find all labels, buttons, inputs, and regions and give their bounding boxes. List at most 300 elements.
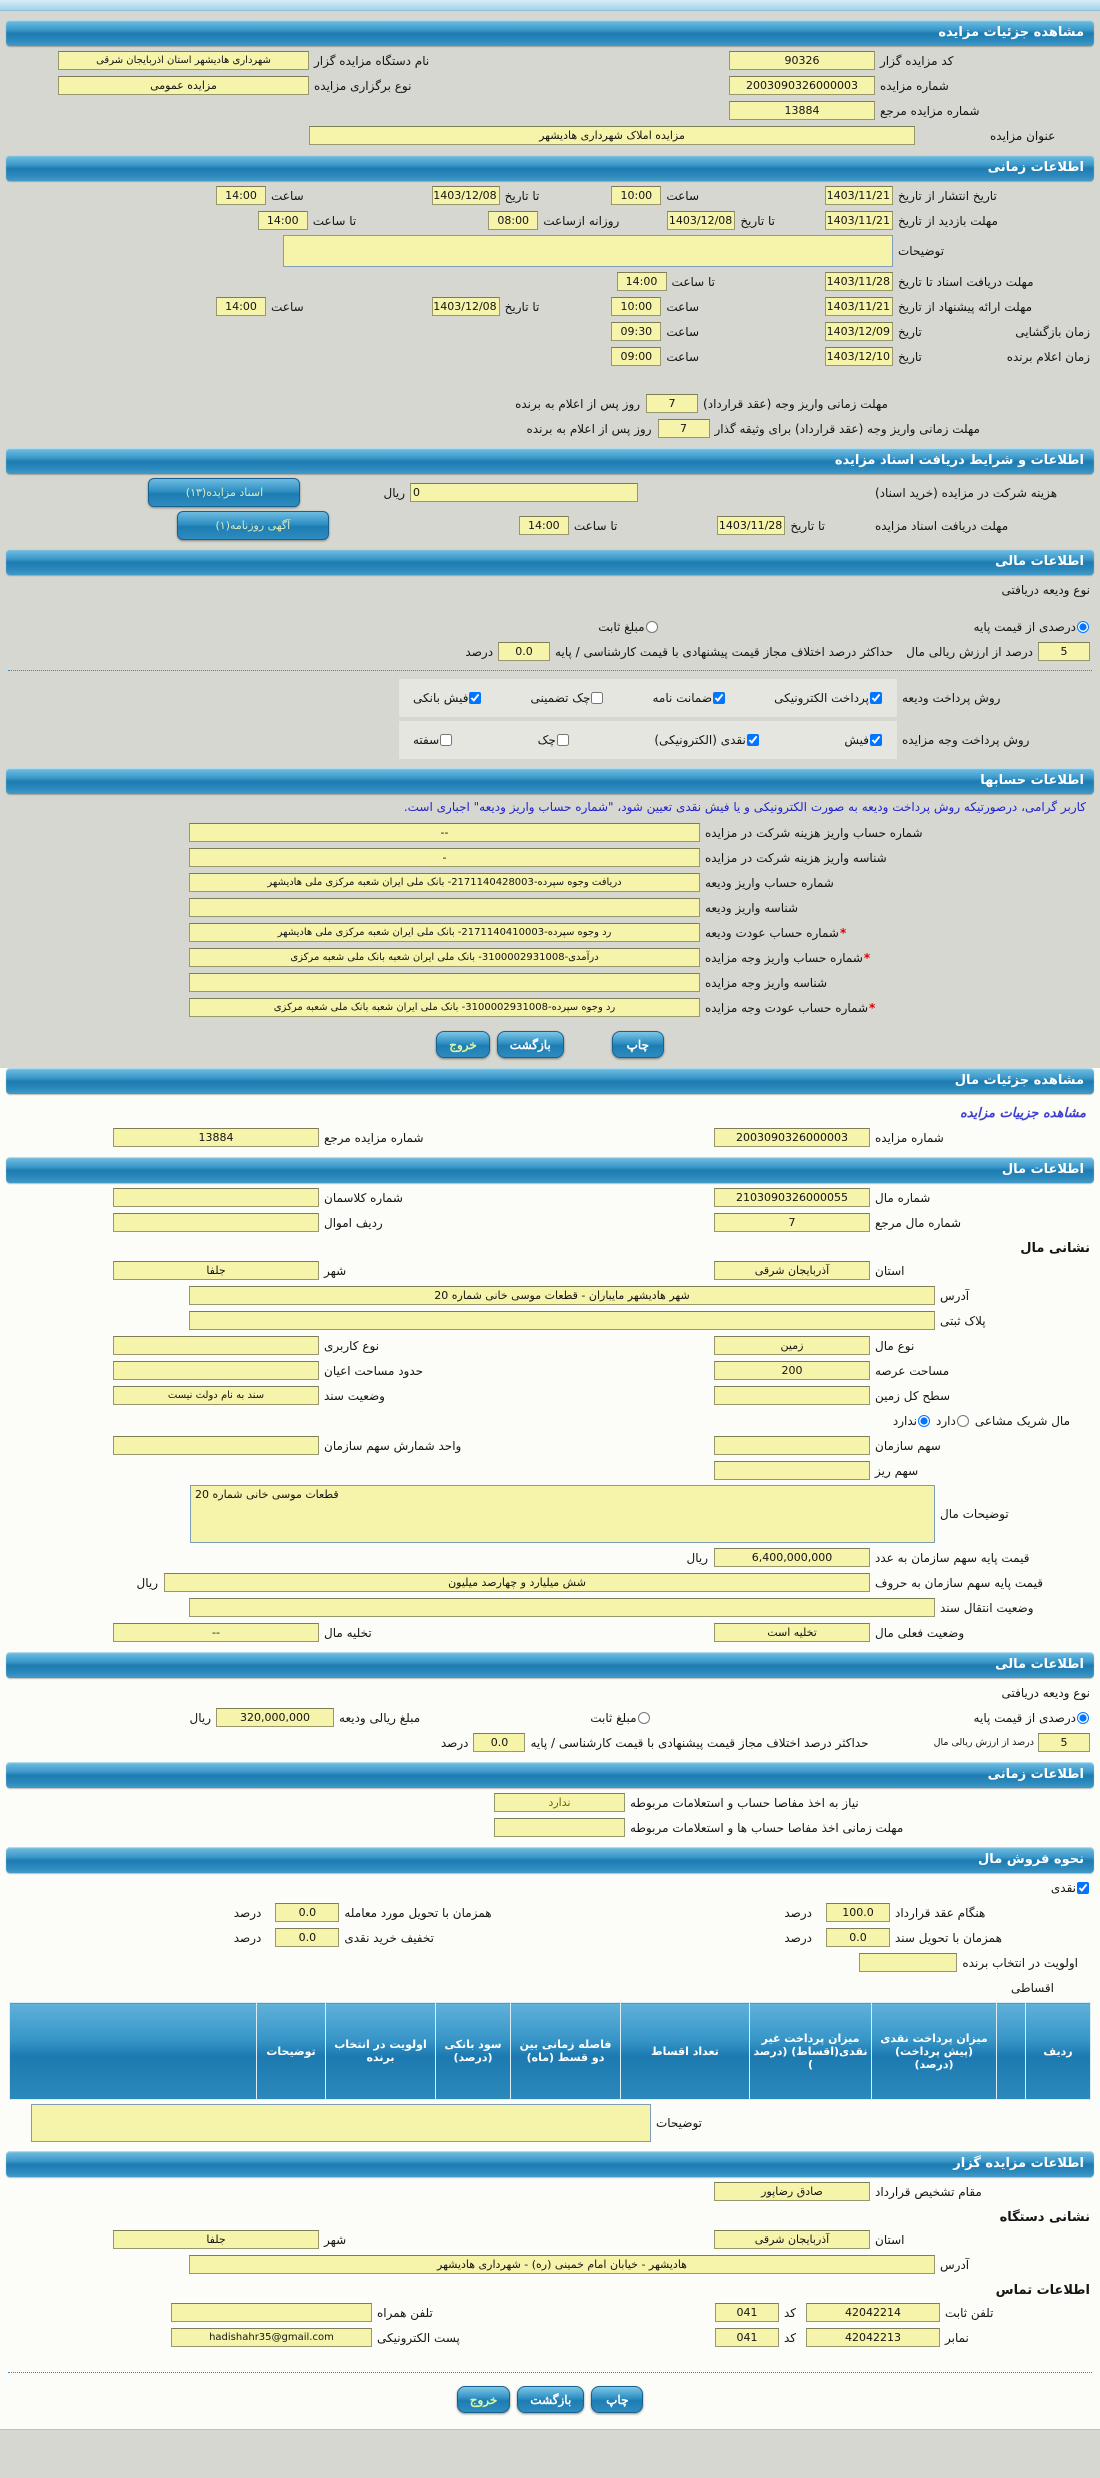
auction-pay-method-label: روش پرداخت وجه مزایده (902, 733, 1030, 747)
auction-title-field[interactable]: مزایده املاک شهرداری هادیشهر (309, 126, 915, 145)
asset-ref-label: شماره مال مرجع (875, 1215, 962, 1230)
row-winner-priority (10, 1952, 1090, 1973)
percent-of-value-label: درصد از ارزش ریالی مال (906, 644, 1033, 659)
required-star: * (863, 950, 871, 965)
row-asset-total-deed (10, 1385, 1090, 1406)
partner-has-radio[interactable] (957, 1415, 969, 1427)
auction-ref-label: شماره مزایده مرجع (880, 103, 980, 118)
asset-ref-field[interactable]: 7 (714, 1213, 870, 1232)
base-price-words-field[interactable]: شش میلیارد و چهارصد میلیون (164, 1573, 870, 1592)
auctioneer-code-field[interactable]: 90326 (729, 51, 875, 70)
auction-pay-method-group (399, 721, 897, 759)
cash-discount-label: تخفیف خرید نقدی (344, 1930, 434, 1945)
auction-no-field[interactable]: 2003090326000003 (714, 1128, 870, 1147)
slip-label: فیش (844, 733, 869, 747)
rial-label: ریال (136, 1575, 158, 1590)
auction-title-label: عنوان مزایده (990, 128, 1056, 143)
mid-button-row (0, 1031, 1100, 1058)
offer-to-date-field[interactable]: 1403/12/08 (432, 297, 500, 316)
bank-slip-label: فیش بانکی (413, 691, 469, 705)
row-auction-pay-methods (10, 721, 1090, 759)
row-asset-ref (10, 1212, 1090, 1233)
publish-date-label: تاریخ انتشار از تاریخ (898, 188, 997, 203)
section-title: مشاهده جزئیات مزایده (938, 25, 1084, 40)
view-auction-details-link[interactable]: مشاهده جزییات مزایده (959, 1106, 1086, 1121)
row-sale-percents-2 (10, 1927, 1090, 1948)
section-title: اطلاعات حسابها (980, 773, 1084, 788)
province-label: استان (875, 2232, 905, 2247)
docs-receive-time-field[interactable]: 14:00 (519, 516, 569, 535)
required-star: * (839, 925, 847, 940)
city-label: شهر (324, 2232, 347, 2247)
winner-priority-label: اولویت در انتخاب برنده (962, 1955, 1078, 1970)
hour-label: ساعت (666, 188, 699, 203)
org-address-field[interactable]: هادیشهر - خیابان امام خمینی (ره) - شهرداری هادیشهر (189, 2255, 935, 2274)
section-header-asset-info (6, 1157, 1094, 1183)
to-date-label: تا تاریخ (740, 213, 775, 228)
visit-time-to-field[interactable]: 14:00 (258, 211, 308, 230)
base-price-words-label: قیمت پایه سهم سازمان به حروف (875, 1575, 1043, 1590)
percent-of-base-label: درصدی از قیمت پایه (973, 1710, 1076, 1725)
row-current-status (10, 1622, 1090, 1643)
col-winner-priority: اولویت در انتخاب برنده (326, 2003, 436, 2100)
clearance-deadline-field[interactable] (494, 1818, 625, 1837)
fax-field[interactable]: 42042213 (806, 2328, 940, 2347)
current-status-label: وضعیت فعلی مال (875, 1625, 965, 1640)
row-payment-deadline-2 (10, 418, 1090, 439)
date-label: تاریخ (898, 324, 922, 339)
bank-slip-checkbox[interactable] (469, 692, 481, 704)
deposit-id-label: شناسه واریز ودیعه (705, 900, 799, 915)
land-area-field[interactable]: 200 (714, 1361, 870, 1380)
exit-button[interactable]: خروج (436, 1031, 490, 1058)
publish-to-time-field[interactable]: 14:00 (216, 186, 266, 205)
days-after-winner-label: روز پس از اعلام به برنده (515, 396, 641, 411)
dotted-divider (8, 2372, 1092, 2373)
hour-label: ساعت (666, 299, 699, 314)
area-code-label: کد (783, 2305, 796, 2320)
at-contract-label: هنگام عقد قرارداد (895, 1905, 986, 1920)
evacuation-label: تخلیه مال (324, 1625, 372, 1640)
auction-no-field[interactable]: 2003090326000003 (729, 76, 875, 95)
sale-description-label: توضیحات (655, 2116, 702, 2130)
city-label: شهر (324, 1263, 347, 1278)
email-label: پست الکترونیکی (376, 2330, 460, 2345)
fixed-amount-label: مبلغ ثابت (598, 619, 645, 634)
auction-documents-button[interactable]: اسناد مزایده(۱۳) (148, 478, 300, 507)
current-status-field[interactable]: تخلیه است (714, 1623, 870, 1642)
land-area-label: مساحت عرصه (875, 1363, 950, 1378)
row-publish-dates (10, 185, 1090, 206)
participation-fee-label: هزینه شرکت در مزایده (خرید اسناد) (875, 485, 1058, 500)
percent-label: درصد (440, 1735, 469, 1750)
fax-code-field[interactable]: 041 (715, 2328, 779, 2347)
auction-type-field[interactable]: مزایده عمومی (58, 76, 309, 95)
building-area-field[interactable] (113, 1361, 319, 1380)
rial-label: ریال (383, 485, 405, 500)
contract-authority-field[interactable]: صادق رضاپور (714, 2182, 870, 2201)
row-auction-title (10, 125, 1090, 146)
row-account-auction-pay-id (10, 972, 1090, 993)
installments-table (9, 2002, 1091, 2100)
auction-ref-field[interactable]: 13884 (729, 101, 875, 120)
base-price-field[interactable]: 6,400,000,000 (714, 1548, 870, 1567)
row-installment-label (10, 1977, 1090, 1998)
row-org-province (10, 2229, 1090, 2250)
row-payment-deadline-1 (10, 393, 1090, 414)
usage-type-label: نوع کاربری (324, 1338, 380, 1353)
row-account-auction-return (10, 997, 1090, 1018)
cash-discount-field[interactable]: 0.0 (275, 1928, 339, 1947)
asset-type-field[interactable]: زمین (714, 1336, 870, 1355)
row-asset-province (10, 1260, 1090, 1281)
payment-deadline-2-field[interactable]: 7 (658, 419, 710, 438)
sale-description-field[interactable] (31, 2104, 651, 2142)
newspaper-ad-button[interactable]: آگهی روزنامه(۱) (177, 511, 329, 540)
dotted-divider (8, 670, 1092, 671)
print-button[interactable]: چاپ (591, 2386, 643, 2413)
percent-of-base-radio[interactable] (1077, 1712, 1089, 1724)
section-title: اطلاعات مال (1001, 1162, 1084, 1177)
exit-button[interactable]: خروج (457, 2386, 511, 2413)
offer-deadline-label: مهلت ارائه پیشنهاد از تاریخ (898, 299, 1033, 314)
address-label: آدرس (940, 1288, 970, 1303)
electronic-payment-label: پرداخت الکترونیکی (774, 691, 869, 705)
row-account-auction-pay (10, 947, 1090, 968)
row-auction-no (10, 75, 1090, 96)
row-fax (10, 2327, 1090, 2348)
row-visit-deadline (10, 210, 1090, 231)
partner-none-radio[interactable] (918, 1415, 930, 1427)
deposit-amount-field[interactable]: 320,000,000 (216, 1708, 334, 1727)
row-asset-auction-no (10, 1127, 1090, 1148)
auction-pay-account-label: شماره حساب واریز وجه مزایده (705, 950, 863, 965)
city-field[interactable]: جلفا (113, 2230, 319, 2249)
offer-from-date-field[interactable]: 1403/11/21 (825, 297, 893, 316)
deposit-return-account-label: شماره حساب عودت ودیعه (705, 925, 839, 940)
row-asset-no (10, 1187, 1090, 1208)
publish-to-date-field[interactable]: 1403/12/08 (432, 186, 500, 205)
section-header-auctioneer-info (6, 2151, 1094, 2177)
col-noncash-payment: میزان پرداخت غیر نقدی(اقساط) (درصد ) (750, 2003, 872, 2100)
deed-transfer-field[interactable] (189, 1598, 935, 1617)
row-sale-percents-1 (10, 1902, 1090, 1923)
fee-deposit-id-label: شناسه واریز هزینه شرکت در مزایده (705, 850, 887, 865)
at-deed-transfer-field[interactable]: 0.0 (826, 1928, 890, 1947)
publish-from-date-field[interactable]: 1403/11/21 (825, 186, 893, 205)
row-asset-area (10, 1360, 1090, 1381)
section-header-auction-details (6, 20, 1094, 46)
rial-label: ریال (686, 1550, 708, 1565)
publish-from-time-field[interactable]: 10:00 (611, 186, 661, 205)
to-hour-label: تا ساعت (312, 213, 357, 228)
at-contract-field[interactable]: 100.0 (826, 1903, 890, 1922)
row-account-fee-id (10, 847, 1090, 868)
evacuation-field[interactable]: -- (113, 1623, 319, 1642)
max-diff-field[interactable]: 0.0 (473, 1733, 525, 1752)
row-base-price-words (10, 1572, 1090, 1593)
fax-label: نمابر (945, 2330, 969, 2345)
section-title: نحوه فروش مال (978, 1852, 1084, 1867)
slip-checkbox[interactable] (870, 734, 882, 746)
org-name-field[interactable]: شهرداری هادیشهر استان اذربایجان شرقی (58, 51, 309, 70)
participation-fee-field[interactable]: 0 (410, 483, 638, 502)
section-header-documents (6, 448, 1094, 474)
docs-receive-date-field[interactable]: 1403/11/28 (717, 516, 785, 535)
row-deposit-percent-2 (10, 1732, 1090, 1753)
daily-from-hour-label: روزانه ازساعت (543, 213, 620, 228)
org-share-label: سهم سازمان (875, 1438, 941, 1453)
payment-deadline-1-field[interactable]: 7 (646, 394, 698, 413)
deposit-id-field[interactable] (189, 898, 700, 917)
row-account-deposit-return (10, 922, 1090, 943)
section-title: مشاهده جزئیات مال (954, 1073, 1084, 1088)
hour-label: ساعت (666, 324, 699, 339)
winner-priority-field[interactable] (859, 1953, 957, 1972)
row-account-deposit-id (10, 897, 1090, 918)
installments-header-row (10, 2003, 1091, 2100)
fee-deposit-account-field[interactable]: -- (189, 823, 700, 842)
percent-of-value-label: درصد از ارزش ریالی مال (933, 1737, 1034, 1748)
auction-no-label: شماره مزایده (875, 1130, 944, 1145)
row-deed-transfer (10, 1597, 1090, 1618)
days-after-winner-label: روز پس از اعلام به برنده (526, 421, 652, 436)
percent-of-base-radio[interactable] (1077, 621, 1089, 633)
total-land-field[interactable] (714, 1386, 870, 1405)
phone-code-field[interactable]: 041 (715, 2303, 779, 2322)
mobile-field[interactable] (171, 2303, 372, 2322)
row-deposit-type (10, 579, 1090, 600)
docs-deadline-label: مهلت دریافت اسناد تا تاریخ (898, 274, 1034, 289)
page-footer (0, 2429, 1100, 2478)
deposit-percent-field[interactable]: 5 (1038, 642, 1090, 661)
usage-type-field[interactable] (113, 1336, 319, 1355)
description-label: توضیحات (898, 244, 945, 258)
percent-label: درصد (233, 1930, 262, 1945)
province-field[interactable]: آذربایجان شرقی (714, 2230, 870, 2249)
hour-label: ساعت (666, 349, 699, 364)
opening-date-field[interactable]: 1403/12/09 (825, 322, 893, 341)
electronic-payment-checkbox[interactable] (870, 692, 882, 704)
sub-share-label: سهم ریز (875, 1463, 919, 1478)
cash-sale-label: نقدی (1050, 1880, 1076, 1895)
clearance-need-field[interactable]: ندارد (494, 1793, 625, 1812)
offer-from-time-field[interactable]: 10:00 (611, 297, 661, 316)
promissory-note-checkbox[interactable] (440, 734, 452, 746)
hour-label: ساعت (271, 299, 304, 314)
city-field[interactable]: جلفا (113, 1261, 319, 1280)
at-delivery-label: همزمان با تحویل مورد معامله (344, 1905, 492, 1920)
base-price-label: قیمت پایه سهم سازمان به عدد (875, 1550, 1030, 1565)
docs-receive-deadline-label: مهلت دریافت اسناد مزایده (875, 518, 1009, 533)
section-title: اطلاعات زمانی (987, 160, 1084, 175)
deposit-pay-method-label: روش پرداخت ودیعه (902, 691, 1001, 705)
cash-electronic-label: نقدی (الکترونیکی) (654, 733, 746, 747)
offer-to-time-field[interactable]: 14:00 (216, 297, 266, 316)
partner-none-label: ندارد (892, 1413, 918, 1428)
clearance-deadline-label: مهلت زمانی اخذ مفاصا حساب ها و استعلامات مربوطه (630, 1820, 904, 1835)
payment-deadline-1-label: مهلت زمانی واریز وجه (عقد قرارداد) (703, 396, 888, 411)
docs-deadline-time-field[interactable]: 14:00 (617, 272, 667, 291)
row-deposit-type-2 (10, 1682, 1090, 1703)
cheque-label: چک (537, 733, 556, 747)
back-button[interactable]: بازگشت (517, 2386, 584, 2413)
opening-time-field[interactable]: 09:30 (611, 322, 661, 341)
auction-type-label: نوع برگزاری مزایده (314, 78, 412, 93)
cheque-checkbox[interactable] (557, 734, 569, 746)
col-installment-count: تعداد اقساط (621, 2003, 750, 2100)
deed-status-field[interactable]: سند به نام دولت نیست (113, 1386, 319, 1405)
row-timing-description (10, 235, 1090, 267)
row-asset-plate (10, 1310, 1090, 1331)
deposit-return-account-field[interactable]: رد وجوه سپرده-2171140410003- بانک ملی ایران شعبه مرکزی ملی هادیشهر (189, 923, 700, 942)
row-shared-partner (10, 1410, 1090, 1431)
auction-return-account-field[interactable]: رد وجوه سپرده-3100002931008- بانک ملی ایران شعبه بانک ملی شعبه مرکزی (189, 998, 700, 1017)
to-date-label: تا تاریخ (790, 518, 825, 533)
row-opening-time (10, 321, 1090, 342)
installment-label: اقساطی (1011, 1980, 1054, 1995)
email-field[interactable]: hadishahr35@gmail.com (171, 2328, 372, 2347)
partner-has-label: دارد (936, 1413, 956, 1428)
deposit-account-field[interactable]: دریافت وجوه سپرده-2171140428003- بانک ملی ایران شعبه مرکزی ملی هادیشهر (189, 873, 700, 892)
max-diff-label: حداکثر درصد اختلاف مجاز قیمت پیشنهادی با قیمت کارشناسی / پایه (555, 644, 894, 659)
rial-label: ریال (189, 1710, 212, 1725)
certified-cheque-checkbox[interactable] (591, 692, 603, 704)
to-date-label: تا تاریخ (504, 299, 540, 314)
deed-status-label: وضعیت سند (324, 1388, 385, 1403)
share-unit-field[interactable] (113, 1436, 319, 1455)
visit-label: مهلت بازدید از تاریخ (898, 213, 998, 228)
asset-no-label: شماره مال (875, 1190, 931, 1205)
row-phone (10, 2302, 1090, 2323)
province-field[interactable]: آذربایجان شرقی (714, 1261, 870, 1280)
row-account-deposit (10, 872, 1090, 893)
to-date-label: تا تاریخ (504, 188, 540, 203)
section-title: اطلاعات زمانی (987, 1767, 1084, 1782)
back-button[interactable]: بازگشت (497, 1031, 564, 1058)
phone-field[interactable]: 42042214 (806, 2303, 940, 2322)
clearance-need-label: نیاز به اخذ مفاصا حساب و استعلامات مربوطه (630, 1795, 859, 1810)
col-row-no: ردیف (1026, 2003, 1091, 2100)
max-diff-field[interactable]: 0.0 (498, 642, 550, 661)
deposit-type-label: نوع ودیعه دریافتی (1001, 582, 1090, 597)
row-contract-authority (10, 2181, 1090, 2202)
contact-info-subtitle: اطلاعات تماس (995, 2283, 1090, 2298)
auction-pay-id-field[interactable] (189, 973, 700, 992)
deposit-amount-label: مبلغ ریالی ودیعه (339, 1710, 421, 1725)
section-header-financial-2 (6, 1652, 1094, 1678)
visit-time-from-field[interactable]: 08:00 (488, 211, 538, 230)
to-hour-label: تا ساعت (671, 274, 715, 289)
auction-pay-account-field[interactable]: درآمدی-3100002931008- بانک ملی ایران شعبه بانک ملی شعبه مرکزی (189, 948, 700, 967)
row-sale-description (10, 2104, 1090, 2142)
asset-row-field[interactable] (113, 1213, 319, 1232)
asset-address-subtitle: نشانی مال (1020, 1241, 1090, 1256)
visit-to-date-field[interactable]: 1403/12/08 (667, 211, 735, 230)
address-label: آدرس (940, 2257, 970, 2272)
visit-from-date-field[interactable]: 1403/11/21 (825, 211, 893, 230)
mobile-label: تلفن همراه (376, 2305, 433, 2320)
row-auctioneer (10, 50, 1090, 71)
guarantee-letter-checkbox[interactable] (713, 692, 725, 704)
fixed-amount-label: مبلغ ثابت (590, 1710, 637, 1725)
fee-deposit-id-field[interactable]: - (189, 848, 700, 867)
auction-return-account-label: شماره حساب عودت وجه مزایده (705, 1000, 869, 1015)
auction-no-label: شماره مزایده (880, 78, 949, 93)
row-deposit-type-radios (10, 616, 1090, 637)
guarantee-letter-label: ضمانت نامه (652, 691, 713, 705)
col-description: توضیحات (257, 2003, 326, 2100)
classification-no-field[interactable] (113, 1188, 319, 1207)
bottom-button-row (0, 2386, 1100, 2413)
row-cash-sale (10, 1877, 1090, 1898)
col-blank-wide (10, 2003, 257, 2100)
fixed-amount-radio[interactable] (646, 621, 658, 633)
auction-ref-field[interactable]: 13884 (113, 1128, 319, 1147)
promissory-note-label: سفته (413, 733, 440, 747)
col-cash-payment: میزان پرداخت نقدی (پیش پرداخت) (درصد) (872, 2003, 997, 2100)
asset-description-field[interactable]: قطعات موسی خانی شماره 20 (190, 1485, 935, 1543)
deposit-percent-field[interactable]: 5 (1038, 1733, 1090, 1752)
auction-pay-id-label: شناسه واریز وجه مزایده (705, 975, 828, 990)
asset-detail-panel (0, 1068, 1100, 2429)
registration-plate-field[interactable] (189, 1311, 935, 1330)
row-clearance-need (10, 1792, 1090, 1813)
total-land-label: سطح کل زمین (875, 1388, 951, 1403)
row-deposit-percent (10, 641, 1090, 662)
section-title: اطلاعات مالی (995, 554, 1084, 569)
deposit-pay-method-group (399, 679, 897, 717)
percent-label: درصد (233, 1905, 262, 1920)
hour-label: ساعت (271, 188, 304, 203)
row-asset-address (10, 1285, 1090, 1306)
row-org-share (10, 1435, 1090, 1456)
section-header-financial-1 (6, 549, 1094, 575)
percent-label: درصد (784, 1930, 812, 1945)
timing-description-field[interactable] (283, 235, 893, 267)
max-diff-label: حداکثر درصد اختلاف مجاز قیمت پیشنهادی با قیمت کارشناسی / پایه (530, 1735, 869, 1750)
docs-deadline-date-field[interactable]: 1403/11/28 (825, 272, 893, 291)
col-bank-interest: سود بانکی (درصد) (436, 2003, 511, 2100)
winner-date-field[interactable]: 1403/12/10 (825, 347, 893, 366)
winner-time-field[interactable]: 09:00 (611, 347, 661, 366)
section-title: اطلاعات مزایده گزار (953, 2156, 1084, 2171)
at-delivery-field[interactable]: 0.0 (275, 1903, 339, 1922)
row-org-address (10, 2254, 1090, 2275)
print-button[interactable]: چاپ (612, 1031, 664, 1058)
fixed-amount-radio[interactable] (638, 1712, 650, 1724)
phone-label: تلفن ثابت (945, 2305, 994, 2320)
address-field[interactable]: شهر هادیشهر مایباران - قطعات موسی خانی شماره 20 (189, 1286, 935, 1305)
col-interval: فاصله زمانی بین دو قسط (ماه) (511, 2003, 621, 2100)
deposit-account-label: شماره حساب واریز ودیعه (705, 875, 834, 890)
section-header-sale-method (6, 1847, 1094, 1873)
cash-electronic-checkbox[interactable] (747, 734, 759, 746)
row-account-fee-deposit (10, 822, 1090, 843)
col-blank-narrow (997, 2003, 1026, 2100)
sub-share-field[interactable] (714, 1461, 870, 1480)
row-auction-ref (10, 100, 1090, 121)
org-share-field[interactable] (714, 1436, 870, 1455)
at-deed-transfer-label: همزمان با تحویل سند (895, 1930, 1002, 1945)
payment-deadline-2-label: مهلت زمانی واریز وجه (عقد قرارداد) برای وثیقه گذار (714, 421, 980, 436)
section-header-timing (6, 155, 1094, 181)
row-sub-share (10, 1460, 1090, 1481)
asset-no-field[interactable]: 2103090326000055 (714, 1188, 870, 1207)
cash-sale-checkbox[interactable] (1077, 1882, 1089, 1894)
fee-deposit-account-label: شماره حساب واریز هزینه شرکت در مزایده (705, 825, 923, 840)
row-base-price (10, 1547, 1090, 1568)
